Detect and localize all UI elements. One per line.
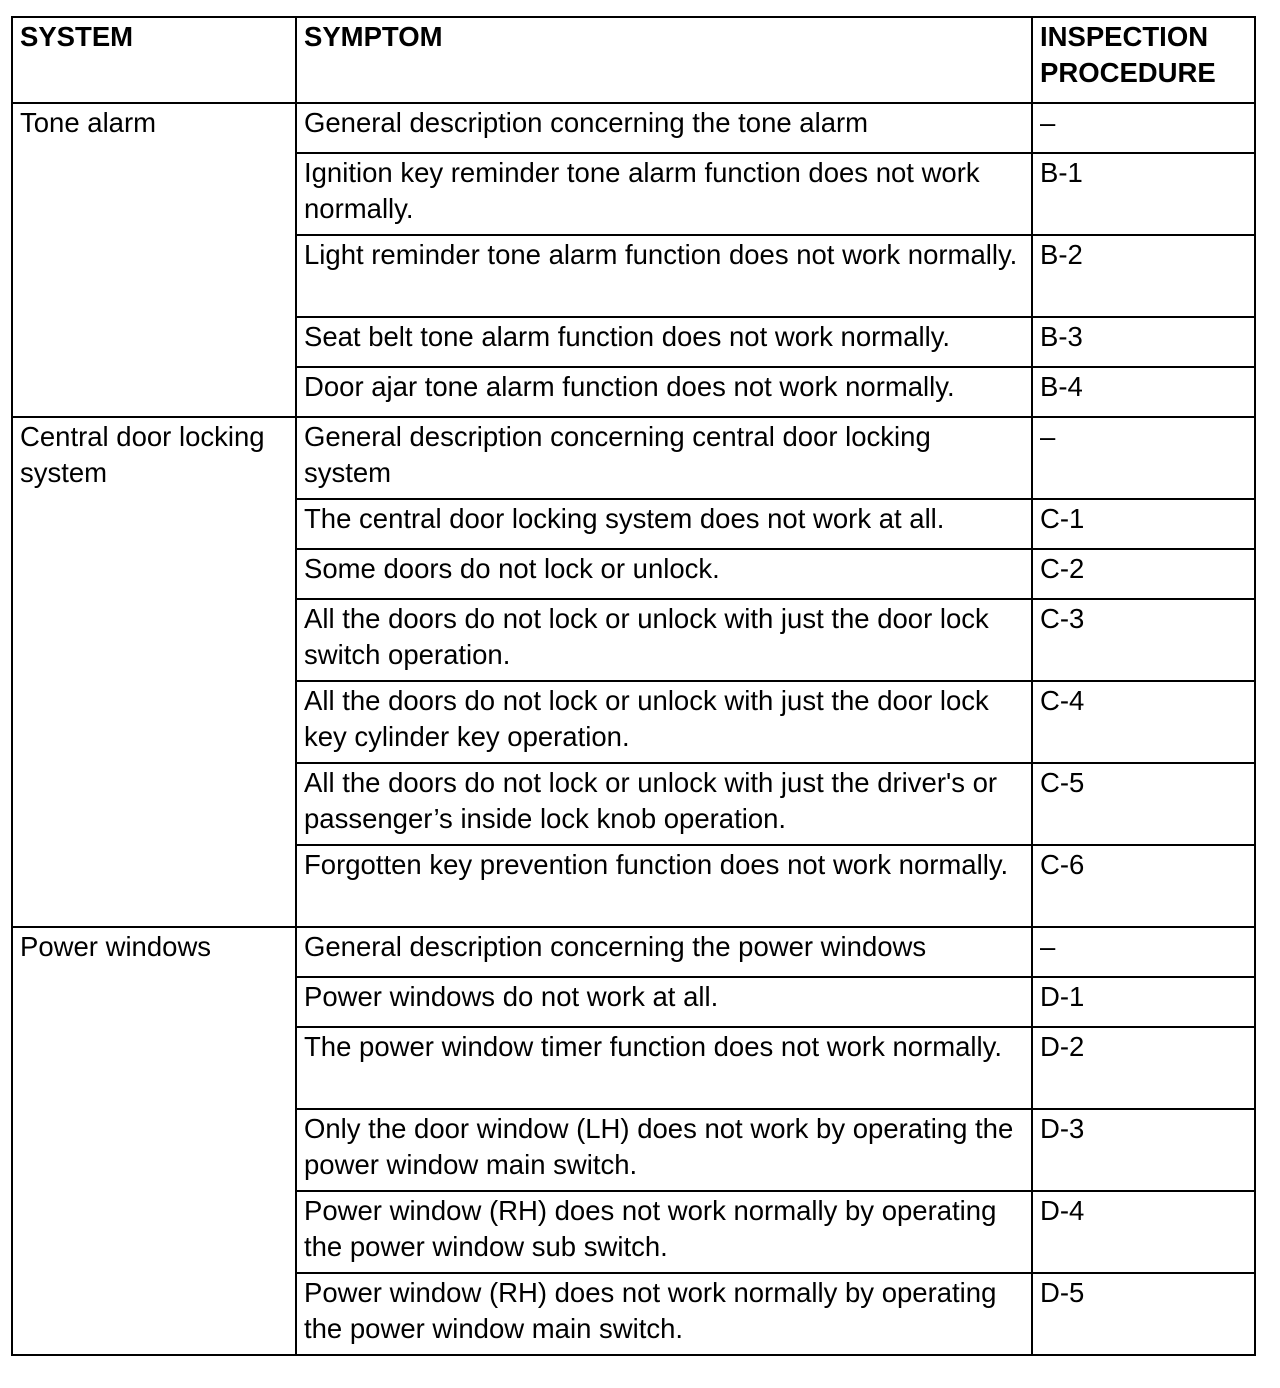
symptom-cell: The central door locking system does not work at all.: [296, 499, 1032, 549]
troubleshooting-table: [11, 16, 1256, 1356]
procedure-cell: C-1: [1032, 499, 1255, 549]
procedure-cell: B-2: [1032, 235, 1255, 317]
procedure-cell: B-1: [1032, 153, 1255, 235]
procedure-cell: C-5: [1032, 763, 1255, 845]
procedure-cell: C-3: [1032, 599, 1255, 681]
symptom-cell: General description concerning central door locking system: [296, 417, 1032, 499]
table-row: [12, 927, 1255, 977]
procedure-cell: –: [1032, 417, 1255, 499]
symptom-cell: Power window (RH) does not work normally by operating the power window main switch.: [296, 1273, 1032, 1355]
system-cell-central-door-locking: Central door locking system: [12, 417, 296, 927]
procedure-cell: D-5: [1032, 1273, 1255, 1355]
table-body: [12, 103, 1255, 1355]
header-procedure-line2: PROCEDURE: [1040, 57, 1216, 88]
symptom-cell: All the doors do not lock or unlock with just the driver's or passenger’s inside lock knob operation.: [296, 763, 1032, 845]
symptom-cell: Only the door window (LH) does not work by operating the power window main switch.: [296, 1109, 1032, 1191]
procedure-cell: –: [1032, 103, 1255, 153]
procedure-cell: D-3: [1032, 1109, 1255, 1191]
symptom-cell: All the doors do not lock or unlock with just the door lock key cylinder key operation.: [296, 681, 1032, 763]
procedure-cell: –: [1032, 927, 1255, 977]
header-procedure-line1: INSPECTION: [1040, 21, 1209, 52]
table-header: [12, 17, 1255, 103]
procedure-cell: D-4: [1032, 1191, 1255, 1273]
procedure-cell: C-4: [1032, 681, 1255, 763]
procedure-cell: C-2: [1032, 549, 1255, 599]
system-cell-power-windows: Power windows: [12, 927, 296, 1355]
symptom-cell: General description concerning the tone alarm: [296, 103, 1032, 153]
symptom-cell: Power window (RH) does not work normally by operating the power window sub switch.: [296, 1191, 1032, 1273]
header-symptom: SYMPTOM: [296, 17, 1032, 103]
header-system: SYSTEM: [12, 17, 296, 103]
symptom-cell: The power window timer function does not work normally.: [296, 1027, 1032, 1109]
procedure-cell: C-6: [1032, 845, 1255, 927]
procedure-cell: B-4: [1032, 367, 1255, 417]
symptom-cell: Light reminder tone alarm function does not work normally.: [296, 235, 1032, 317]
symptom-cell: General description concerning the power windows: [296, 927, 1032, 977]
procedure-cell: D-1: [1032, 977, 1255, 1027]
symptom-cell: Door ajar tone alarm function does not work normally.: [296, 367, 1032, 417]
symptom-cell: Forgotten key prevention function does not work normally.: [296, 845, 1032, 927]
symptom-cell: Power windows do not work at all.: [296, 977, 1032, 1027]
procedure-cell: D-2: [1032, 1027, 1255, 1109]
symptom-cell: Ignition key reminder tone alarm function does not work normally.: [296, 153, 1032, 235]
procedure-cell: B-3: [1032, 317, 1255, 367]
symptom-cell: Some doors do not lock or unlock.: [296, 549, 1032, 599]
table-row: [12, 103, 1255, 153]
table-row: [12, 417, 1255, 499]
header-inspection-procedure: [1032, 17, 1255, 103]
header-row: [12, 17, 1255, 103]
system-cell-tone-alarm: Tone alarm: [12, 103, 296, 417]
symptom-cell: All the doors do not lock or unlock with just the door lock switch operation.: [296, 599, 1032, 681]
symptom-cell: Seat belt tone alarm function does not work normally.: [296, 317, 1032, 367]
